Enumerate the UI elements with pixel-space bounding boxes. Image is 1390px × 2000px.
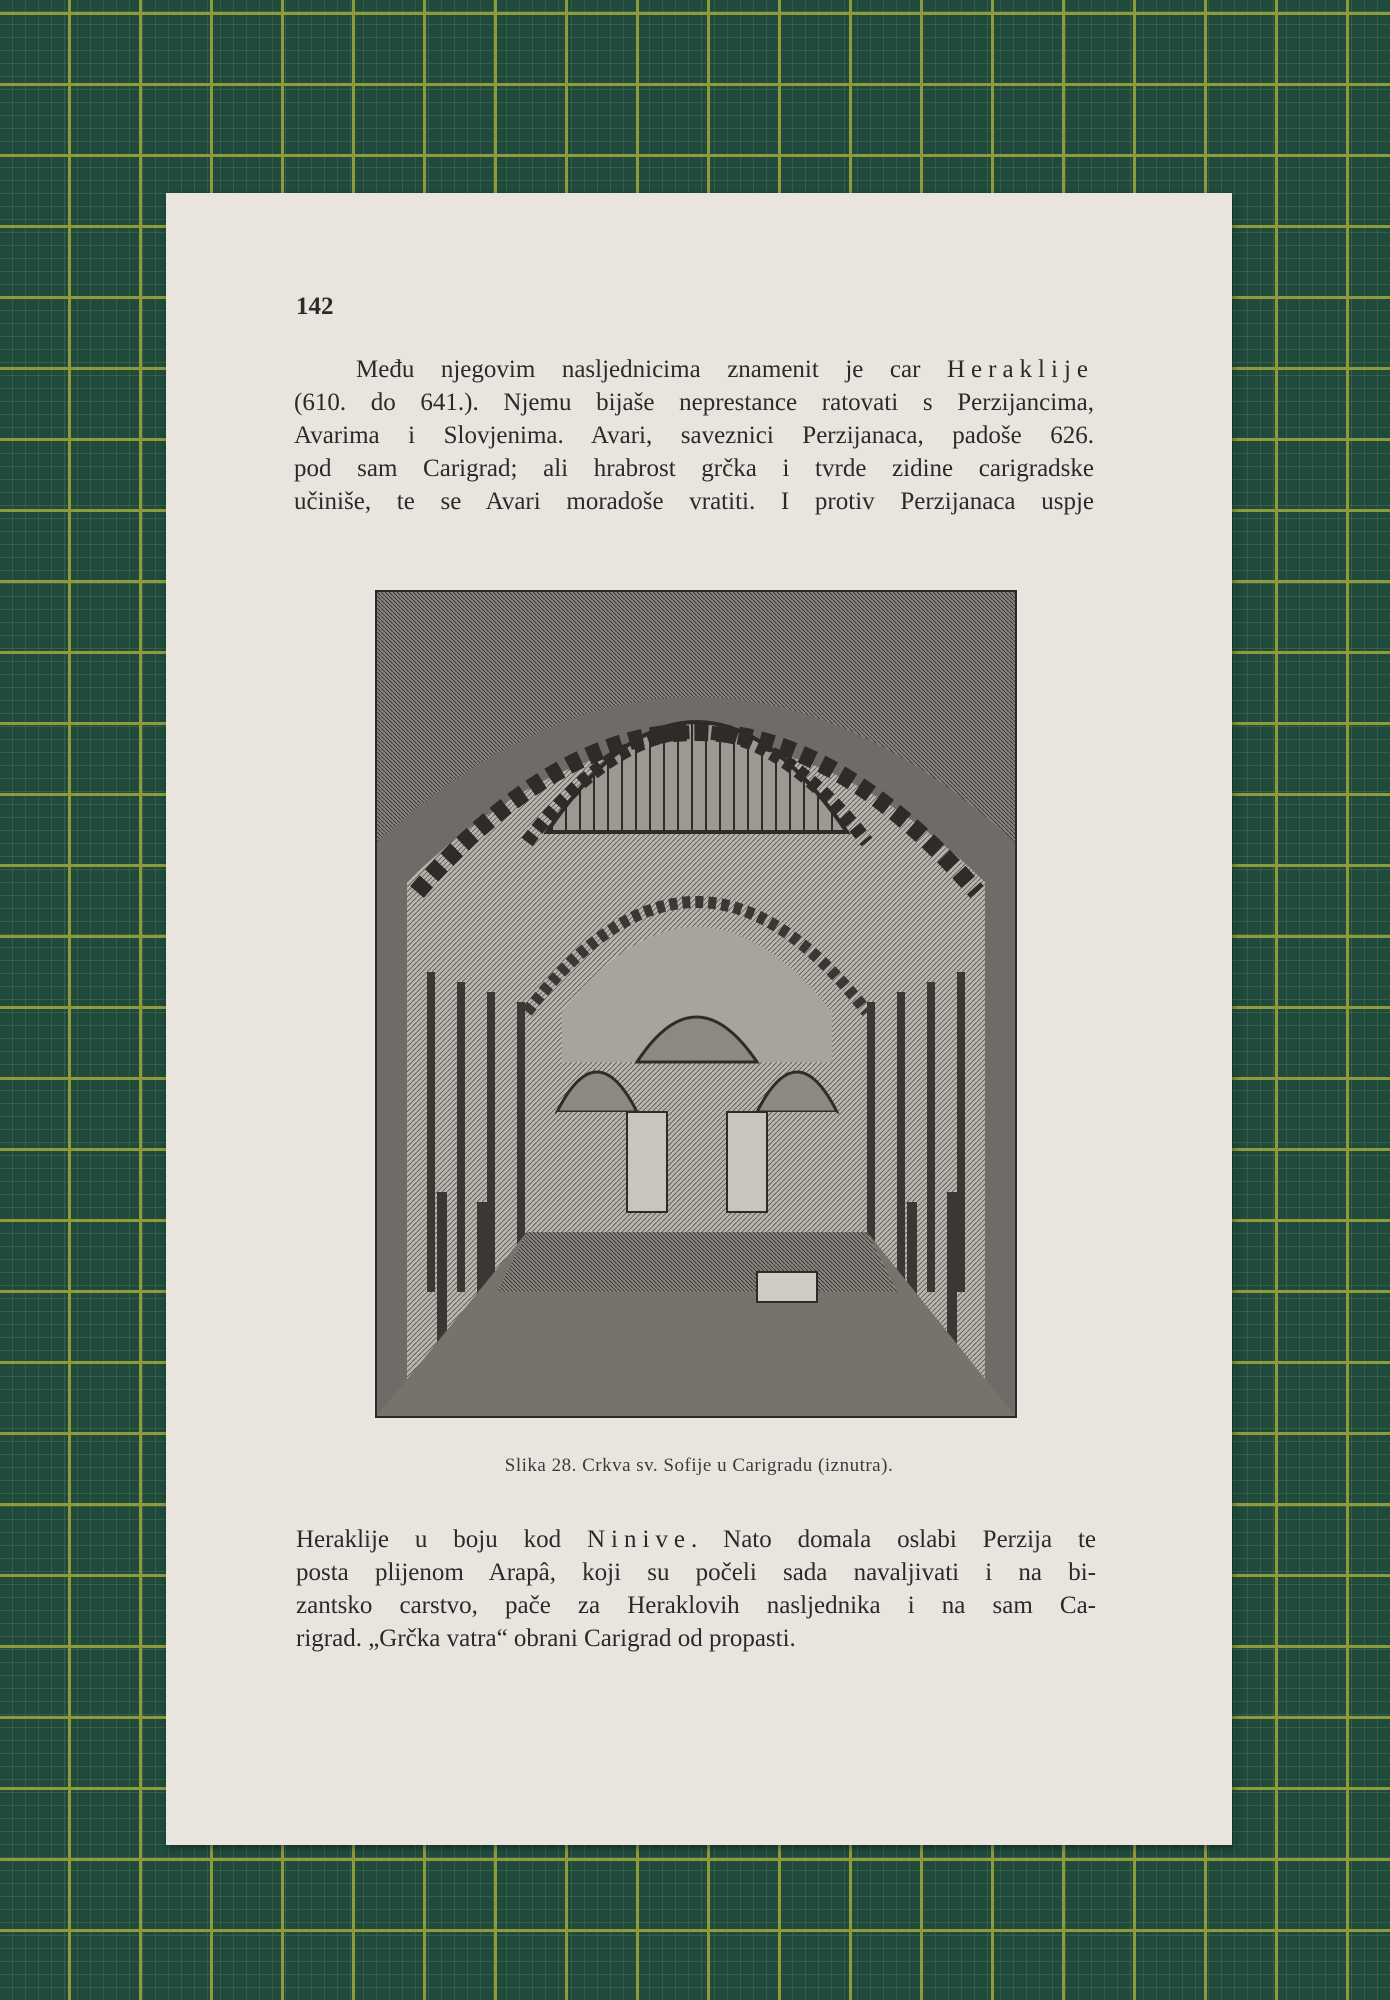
text-line xyxy=(294,353,1094,386)
text-line: pod sam Carigrad; ali hrabrost grčka i tvrde zidine carigradske xyxy=(294,455,1094,482)
text-line: učiniše, te se Avari moradoše vratiti. I protiv Perzijanaca uspje xyxy=(294,488,1094,515)
text-line: posta plijenom Arapâ, koji su počeli sada navaljivati i na bi- xyxy=(296,1559,1096,1586)
page-number: 142 xyxy=(296,293,334,320)
text-fragment: Među njegovim nasljednicima znamenit je car xyxy=(356,356,947,383)
text-line xyxy=(296,1523,1096,1556)
engraving-drawing xyxy=(377,592,1015,1416)
emphasized-name: Heraklije xyxy=(946,356,1094,383)
text-line: (610. do 641.). Njemu bijaše neprestance ratovati s Perzijancima, xyxy=(294,389,1094,416)
paragraph-top xyxy=(294,353,1094,518)
text-line: Avarima i Slovjenima. Avari, saveznici Perzijanaca, padoše 626. xyxy=(294,422,1094,449)
figure-caption: Slika 28. Crkva sv. Sofije u Carigradu (iznutra). xyxy=(504,1455,894,1476)
book-page xyxy=(166,193,1232,1845)
text-line: zantsko carstvo, pače za Heraklovih nasljednika i na sam Ca- xyxy=(296,1592,1096,1619)
paragraph-bottom xyxy=(296,1523,1096,1655)
text-fragment: . Nato domala oslabi Perzija te xyxy=(691,1526,1096,1553)
text-fragment: Heraklije u boju kod xyxy=(296,1526,587,1553)
text-line: rigrad. „Grčka vatra“ obrani Carigrad od propasti. xyxy=(296,1625,796,1652)
emphasized-place: Ninive xyxy=(586,1526,692,1553)
hagia-sophia-engraving xyxy=(375,590,1017,1418)
